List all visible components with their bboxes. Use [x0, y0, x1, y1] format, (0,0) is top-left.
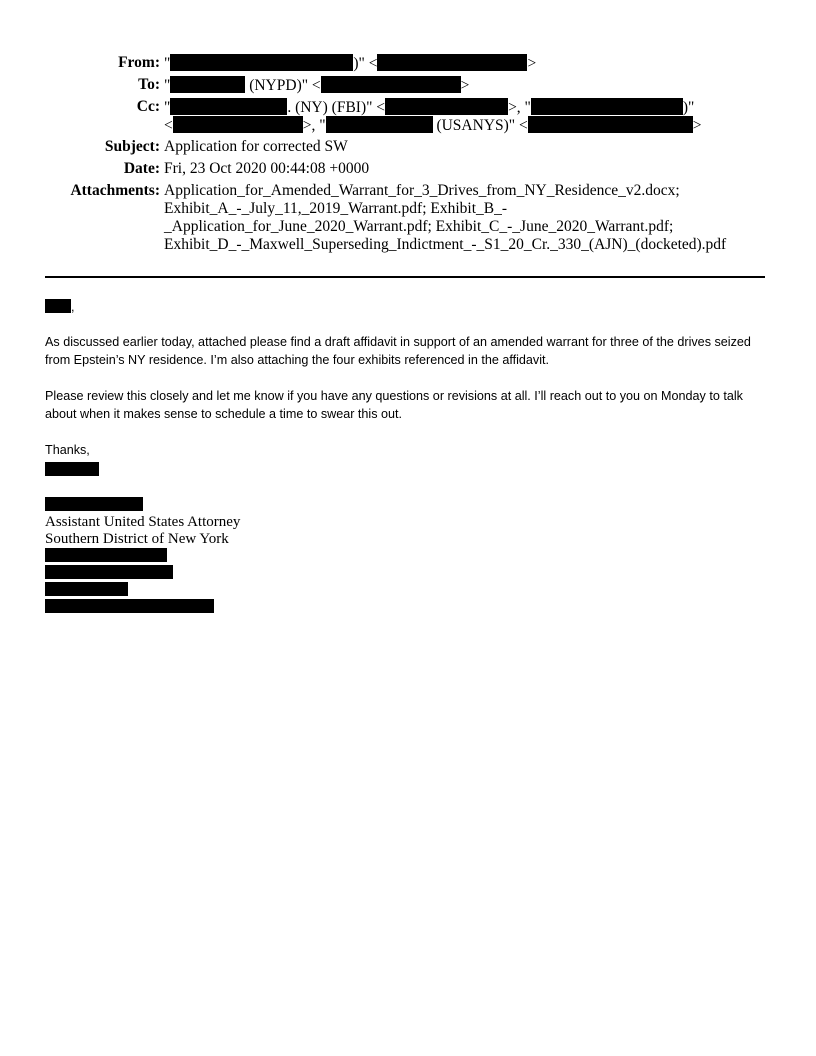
redaction: [377, 54, 527, 71]
redaction: [170, 98, 287, 115]
redaction: [326, 116, 433, 133]
attachments-label: Attachments:: [70, 182, 160, 199]
attachments-list: [164, 182, 726, 254]
redaction: [45, 582, 128, 596]
cc-value-line1: " . (NY) (FBI)" < >, " )": [164, 99, 695, 116]
redaction: [321, 76, 461, 93]
date-label: Date:: [123, 160, 160, 177]
from-value: " )" < >: [164, 55, 537, 72]
redaction: [45, 565, 173, 579]
body-paragraph-1: As discussed earlier today, attached please find a draft affidavit in support of an amended warrant for three of the drives seized from Epstein’s NY residence. I’m also attaching the four exhibits referenced in the affidavit.: [45, 335, 751, 367]
date-value: Fri, 23 Oct 2020 00:44:08 +0000: [164, 160, 370, 177]
salutation: ,: [45, 298, 775, 316]
to-value: " (NYPD)" < >: [164, 77, 470, 94]
redaction: [528, 116, 693, 133]
signature-title: Assistant United States Attorney: [45, 514, 241, 530]
redaction: [531, 98, 683, 115]
attachments-row: [0, 182, 816, 258]
redaction: [170, 54, 353, 71]
to-label: To:: [138, 76, 160, 93]
redaction: [45, 299, 71, 313]
header-divider: [45, 276, 765, 278]
redaction: [45, 599, 214, 613]
attachment-line: Exhibit_A_-_July_11,_2019_Warrant.pdf; Exhibit_B_-: [164, 200, 508, 217]
body-paragraph-2: Please review this closely and let me know if you have any questions or revisions at all. I’ll reach out to you on Monday to talk about when it makes sense to schedule a time to swear this out.: [45, 389, 743, 421]
redaction: [45, 548, 167, 562]
attachment-line: _Application_for_June_2020_Warrant.pdf; Exhibit_C_-_June_2020_Warrant.pdf;: [164, 218, 674, 235]
attachment-line: Exhibit_D_-_Maxwell_Superseding_Indictment_-_S1_20_Cr._330_(AJN)_(docketed).pdf: [164, 236, 727, 253]
from-label: From:: [118, 54, 160, 71]
redaction: [45, 462, 99, 476]
cc-label: Cc:: [136, 98, 160, 115]
signature-office: Southern District of New York: [45, 531, 229, 547]
subject-value: Application for corrected SW: [164, 138, 348, 155]
redaction: [173, 116, 303, 133]
subject-label: Subject:: [104, 138, 160, 155]
cc-value-line2: < >, " (USANYS)" < >: [164, 117, 702, 134]
redaction: [170, 76, 245, 93]
attachment-line: Application_for_Amended_Warrant_for_3_Drives_from_NY_Residence_v2.docx;: [164, 182, 680, 199]
redaction: [45, 497, 143, 511]
closing: Thanks,: [45, 443, 90, 457]
redaction: [385, 98, 508, 115]
